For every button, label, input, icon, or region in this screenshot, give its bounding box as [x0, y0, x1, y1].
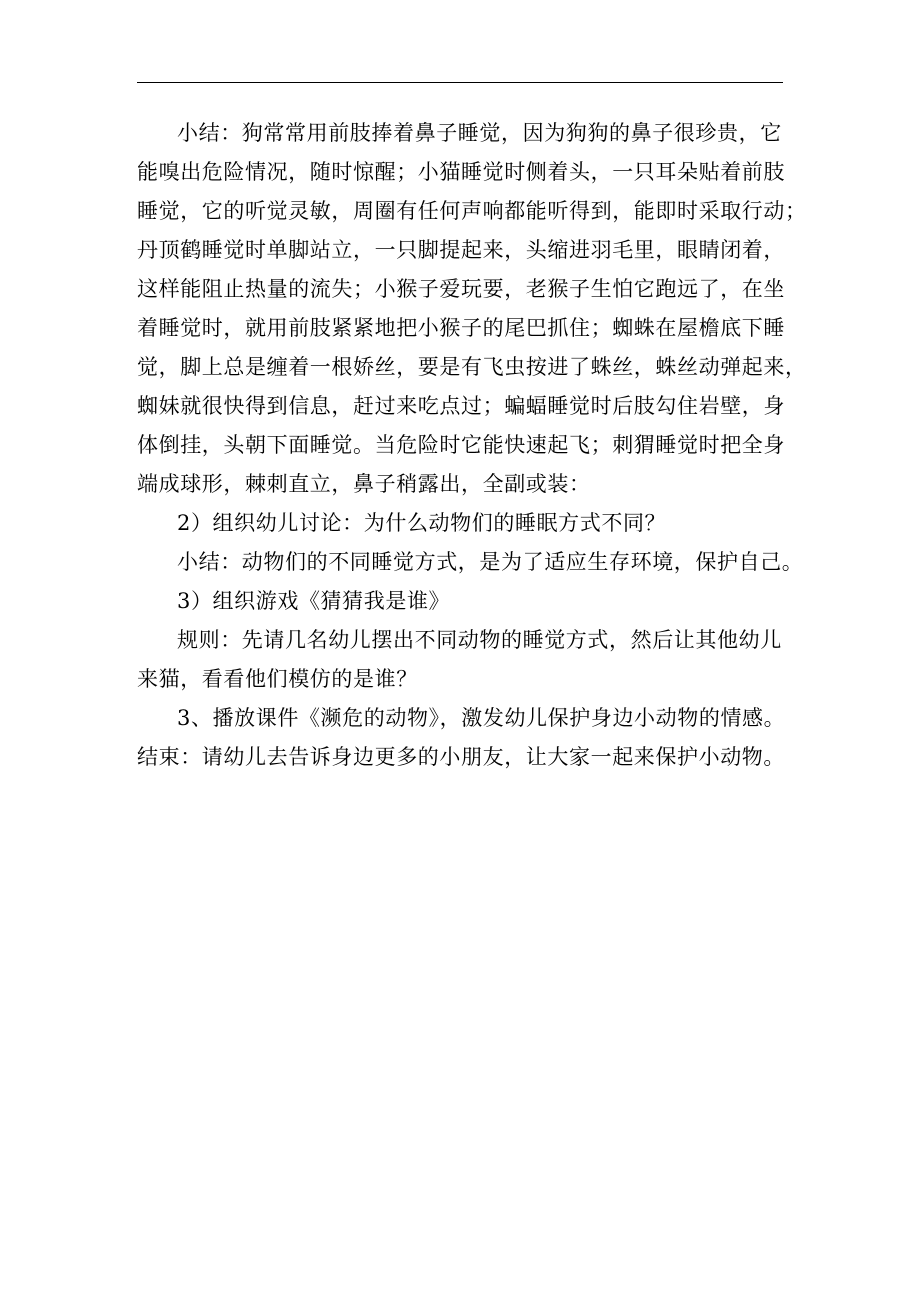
ending-paragraph: 结束：请幼儿去告诉身边更多的小朋友，让大家一起来保护小动物。: [137, 745, 785, 769]
text-line: 来猫，看看他们模仿的是谁？: [137, 667, 418, 691]
text-line: 着睡觉时，就用前肢紧紧地把小猴子的尾巴抓住；蜘蛛在屋檐底下睡: [137, 316, 785, 340]
discussion-paragraph: 2）组织幼儿讨论：为什么动物们的睡眠方式不同？: [177, 511, 667, 535]
text-line: 丹顶鹤睡觉时单脚站立，一只脚提起来，头缩进羽毛里，眼睛闭着，: [137, 238, 785, 262]
text-line: 蜘妹就很快得到信息，赶过来吃点过；蝙蝠睡觉时后肢勾住岩壁，身: [137, 394, 785, 418]
text-line: 睡觉，它的听觉灵敏，周圈有任何声响都能听得到，能即时采取行动；: [137, 199, 807, 223]
game-paragraph: 3）组织游戏《猜猜我是谁》: [177, 589, 451, 613]
discussion-summary-paragraph: 小结：动物们的不同睡觉方式，是为了适应生存环境，保护自己。: [177, 550, 804, 574]
text-line: 端成球形，棘刺直立，鼻子稍露出，全副或装：: [137, 472, 591, 496]
text-line: 小结：狗常常用前肢捧着鼻子睡觉，因为狗狗的鼻子很珍贵，它: [177, 121, 782, 145]
courseware-paragraph: 3、播放课件《濒危的动物》，激发幼儿保护身边小动物的情感。: [177, 706, 786, 730]
summary-paragraph: [137, 114, 807, 504]
header-divider: [137, 82, 783, 83]
rules-paragraph: [137, 621, 797, 699]
text-line: 能嗅出危险情况，随时惊醒；小猫睡觉时侧着头，一只耳朵贴着前肢: [137, 160, 785, 184]
document-body: [137, 114, 807, 777]
text-line: 觉，脚上总是缠着一根娇丝，要是有飞虫按进了蛛丝，蛛丝动弹起来，: [137, 355, 807, 379]
text-line: 体倒挂，头朝下面睡觉。当危险时它能快速起飞；刺猬睡觉时把全身: [137, 433, 785, 457]
text-line: 这样能阻止热量的流失；小猴子爱玩要，老猴子生怕它跑远了，在坐: [137, 277, 785, 301]
text-line: 规则：先请几名幼儿摆出不同动物的睡觉方式，然后让其他幼儿: [177, 628, 782, 652]
